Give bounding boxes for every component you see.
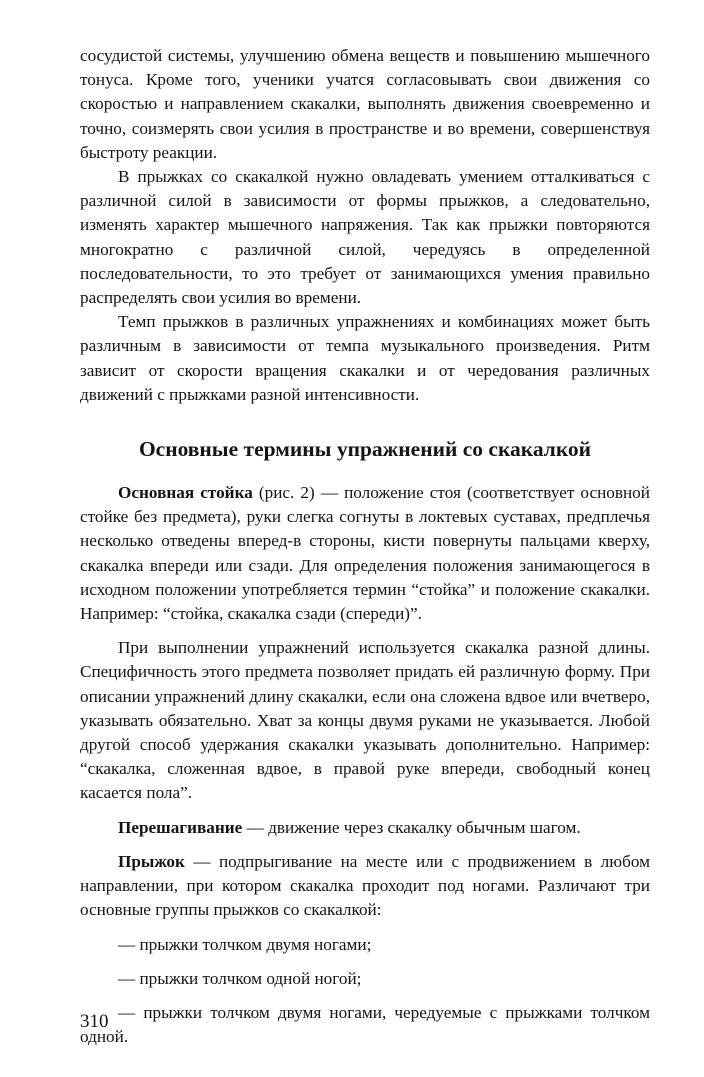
page-body (80, 44, 650, 1049)
intro-paragraph: В прыжках со скакалкой нужно овладевать умением отталкиваться с различной силой в зависимости от формы прыжков, а следовательно, изменять характер мышечного напряжения. Так как прыжки повторяются многократно с различной силой, чередуясь в определенной последовательности, то это требует от занимающихся умения правильно распределять свои усилия во времени. (80, 167, 650, 308)
term-definition: — подпрыгивание на месте или с продвижением в любом направлении, при котором скакалка проходит под ногами. Различают три основные группы прыжков со скакалкой: (80, 851, 650, 920)
term-definition: (рис. 2) — положение стоя (соответствует основной стойке без предмета), руки слегка согнуты в локтевых суставах, предплечья несколько отведены вперед-в стороны, кисти повернуты пальцами кверху, скакалка впереди или сзади. Для определения положения занимающегося в исходном положении употребляется термин “стойка” и положение скакалки. Например: “стойка, скакалка сзади (спереди)”. (80, 483, 650, 624)
term-jump: Прыжок (118, 851, 185, 871)
term-paragraph-basic-stance (80, 481, 650, 626)
term-step-over: Перешагивание (118, 817, 243, 837)
jump-group-item: — прыжки толчком двумя ногами; (118, 934, 372, 954)
term-definition: — движение через скакалку обычным шагом. (242, 817, 581, 837)
term-paragraph-step-over (80, 816, 650, 840)
jump-group-item: — прыжки толчком двумя ногами, чередуемые с прыжками толчком одной. (80, 1002, 650, 1047)
term-paragraph-jump (80, 850, 650, 923)
rope-length-paragraph: При выполнении упражнений используется скакалка разной длины. Специфичность этого предмета позволяет придать ей различную форму. При описании упражнений длину скакалки, если она сложена вдвое или вчетверо, указывать обязательно. Хват за концы двумя руками не указывается. Любой другой способ удержания скакалки указывать дополнительно. Например: “скакалка, сложенная вдвое, в правой руке впереди, свободный конец касается пола”. (80, 638, 650, 803)
section-title: Основные термины упражнений со скакалкой (138, 437, 592, 462)
jump-group-item: — прыжки толчком одной ногой; (118, 968, 362, 988)
page-number: 310 (80, 1011, 109, 1032)
intro-paragraph-continuation: сосудистой системы, улучшению обмена веществ и повышению мышечного тонуса. Кроме того, ученики учатся согласовывать свои движения со скоростью и направлением скакалки, выполнять движения своевременно и точно, соизмерять свои усилия в пространстве и во времени, совершенствуя быстроту реакции. (80, 46, 650, 162)
intro-paragraph: Темп прыжков в различных упражнениях и комбинациях может быть различным в зависимости от темпа музыкального произведения. Ритм зависит от скорости вращения скакалки и от чередования различных движений с прыжками разной интенсивности. (80, 312, 650, 404)
term-basic-stance: Основная стойка (118, 483, 253, 503)
